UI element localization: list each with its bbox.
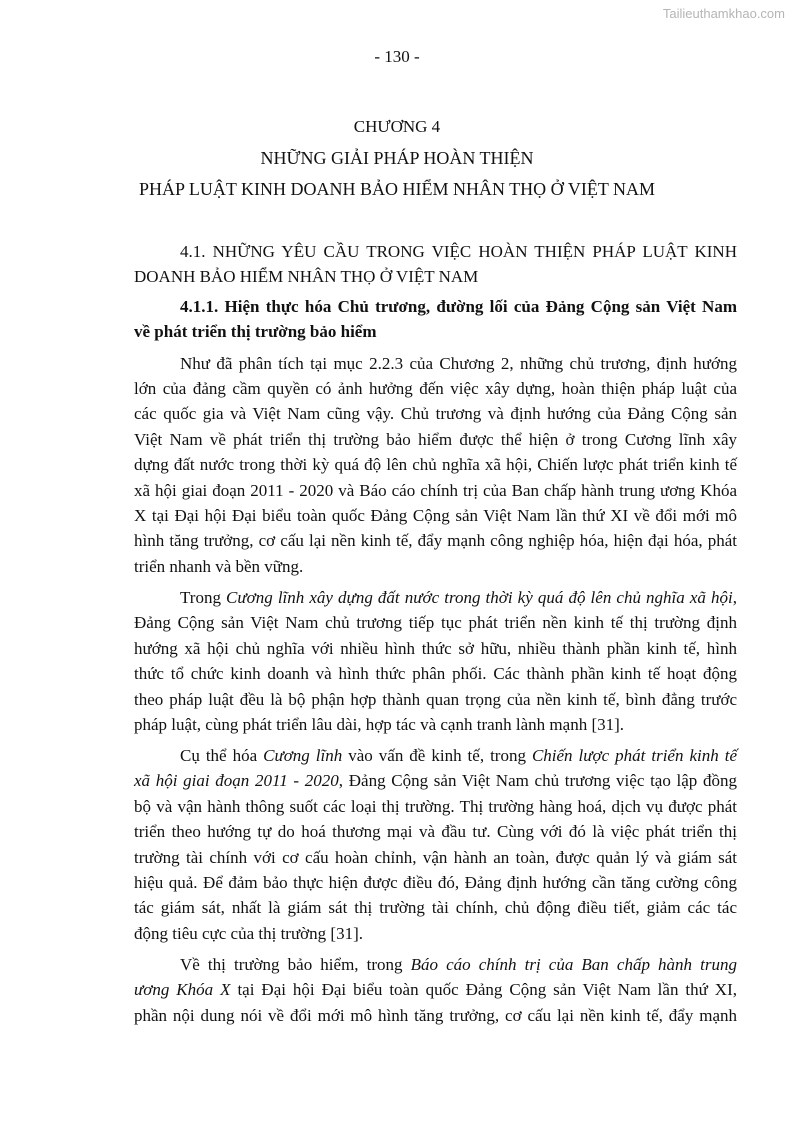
text-line — [134, 610, 737, 635]
text-line — [134, 319, 737, 344]
text-line — [134, 294, 737, 319]
text-run: triển theo hướng tự do hoá thương mại và đầu tư. Cùng với đó là việc phát triển thị — [134, 822, 737, 842]
text-line — [134, 870, 737, 895]
text-run: dựng đất nước trong thời kỳ quá độ lên chủ nghĩa xã hội, Chiến lược phát triển kinh tế — [134, 455, 737, 475]
text-line — [134, 661, 737, 686]
paragraph — [134, 952, 737, 1028]
text-run: tại Đại hội Đại biểu toàn quốc Đảng Cộng sản Việt Nam lần thứ XI, — [230, 980, 737, 1000]
text-line — [134, 952, 737, 977]
text-line — [134, 478, 737, 503]
text-run: phần nội dung nói về đổi mới mô hình tăng trưởng, cơ cấu lại nền kinh tế, đẩy mạnh — [134, 1005, 737, 1025]
chapter-label: CHƯƠNG 4 — [353, 117, 441, 136]
italic-text: xã hội giai đoạn 2011 - 2020 — [134, 771, 339, 791]
text-line — [134, 376, 737, 401]
text-line — [134, 794, 737, 819]
text-line — [134, 845, 737, 870]
text-line — [134, 636, 737, 661]
text-line — [134, 921, 737, 946]
text-line — [134, 554, 737, 579]
text-run: , Đảng Cộng sản Việt Nam chủ trương việc tạo lập đồng — [338, 771, 737, 791]
text-run: DOANH BẢO HIỂM NHÂN THỌ Ở VIỆT NAM — [134, 267, 479, 287]
text-run: lớn của đảng cầm quyền có ảnh hưởng đến việc xây dựng, hoàn thiện pháp luật của — [134, 379, 737, 399]
italic-text: Cương lĩnh — [263, 745, 343, 765]
text-run: , — [732, 587, 737, 607]
text-run: Việt Nam về phát triển thị trường bảo hiểm được thể hiện ở trong Cương lĩnh xây — [134, 429, 737, 449]
document-body — [134, 239, 737, 1028]
text-run: 4.1.1. Hiện thực hóa Chủ trương, đường lối của Đảng Cộng sản Việt Nam — [180, 296, 737, 316]
text-line — [134, 503, 737, 528]
subsection-heading — [134, 294, 737, 345]
text-run: các quốc gia và Việt Nam cũng vậy. Chủ trương và định hướng của Đảng Cộng sản — [134, 404, 737, 424]
paragraph — [134, 351, 737, 580]
text-line — [134, 1003, 737, 1028]
chapter-title-line1: NHỮNG GIẢI PHÁP HOÀN THIỆN — [260, 148, 534, 168]
text-run: bộ và vận hành thông suốt các loại thị trường. Thị trường hàng hoá, dịch vụ được phát — [134, 796, 737, 816]
text-run: hướng xã hội chủ nghĩa với nhiều hình thức sở hữu, nhiều thành phần kinh tế, hình — [134, 638, 737, 658]
text-line — [134, 239, 737, 264]
text-run: Như đã phân tích tại mục 2.2.3 của Chương 2, những chủ trương, định hướng — [180, 353, 737, 373]
text-run: trường tài chính với cơ cấu hoàn chỉnh, vận hành an toàn, được quản lý và giám sát — [134, 847, 737, 867]
text-run: Đảng Cộng sản Việt Nam chủ trương tiếp tục phát triển nền kinh tế thị trường định — [134, 613, 737, 633]
paragraph — [134, 743, 737, 946]
text-line — [134, 743, 737, 768]
text-run: tác giám sát, nhất là giám sát thị trường tài chính, chủ động điều tiết, giảm các tác — [134, 898, 737, 918]
text-run: Cụ thể hóa — [180, 745, 264, 765]
text-line — [134, 528, 737, 553]
text-line — [134, 585, 737, 610]
text-run: hình tăng trưởng, cơ cấu lại nền kinh tế, đẩy mạnh công nghiệp hóa, hiện đại hóa, phát — [134, 531, 737, 551]
text-run: triển nhanh và bền vững. — [134, 556, 304, 576]
text-line — [134, 712, 737, 737]
text-run: theo pháp luật đều là bộ phận hợp thành quan trọng của nền kinh tế, bình đẳng trước — [134, 689, 737, 709]
italic-text: Báo cáo chính trị của Ban chấp hành trung — [410, 954, 737, 974]
text-run: pháp luật, cùng phát triển lâu dài, hợp tác và cạnh tranh lành mạnh [31]. — [134, 714, 625, 734]
section-heading — [134, 239, 737, 290]
text-line — [134, 819, 737, 844]
text-line — [134, 895, 737, 920]
text-run: Trong — [180, 587, 227, 607]
paragraph — [134, 585, 737, 737]
text-line — [134, 351, 737, 376]
text-run: vào vấn đề kinh tế, trong — [342, 745, 532, 765]
text-line — [134, 427, 737, 452]
text-line — [134, 401, 737, 426]
text-line — [134, 264, 737, 289]
page-number: - 130 - — [374, 47, 420, 66]
text-line — [134, 687, 737, 712]
watermark: Tailieuthamkhao.com — [662, 6, 785, 21]
text-run: X tại Đại hội Đại biểu toàn quốc Đảng Cộng sản Việt Nam lần thứ XI về đổi mới mô — [134, 506, 737, 526]
text-run: về phát triển thị trường bảo hiểm — [134, 322, 377, 342]
text-run: 4.1. NHỮNG YÊU CẦU TRONG VIỆC HOÀN THIỆN PHÁP LUẬT KINH — [180, 242, 737, 261]
text-run: Về thị trường bảo hiểm, trong — [180, 954, 411, 974]
chapter-title-line2: PHÁP LUẬT KINH DOANH BẢO HIỂM NHÂN THỌ Ở VIỆT NAM — [139, 179, 655, 199]
text-run: động tiêu cực của thị trường [31]. — [134, 923, 363, 943]
text-run: hiệu quả. Để đảm bảo thực hiện được điều đó, Đảng định hướng cần tăng cường công — [134, 872, 737, 892]
text-line — [134, 977, 737, 1002]
italic-text: ương Khóa X — [134, 980, 231, 1000]
text-run: thức tổ chức kinh doanh và hình thức phân phối. Các thành phần kinh tế hoạt động — [134, 664, 737, 684]
italic-text: Cương lĩnh xây dựng đất nước trong thời kỳ quá độ lên chủ nghĩa xã hội — [226, 587, 733, 607]
text-line — [134, 768, 737, 793]
text-line — [134, 452, 737, 477]
text-run: xã hội giai đoạn 2011 - 2020 và Báo cáo chính trị của Ban chấp hành trung ương Khóa — [134, 480, 737, 500]
italic-text: Chiến lược phát triển kinh tế — [531, 745, 737, 765]
